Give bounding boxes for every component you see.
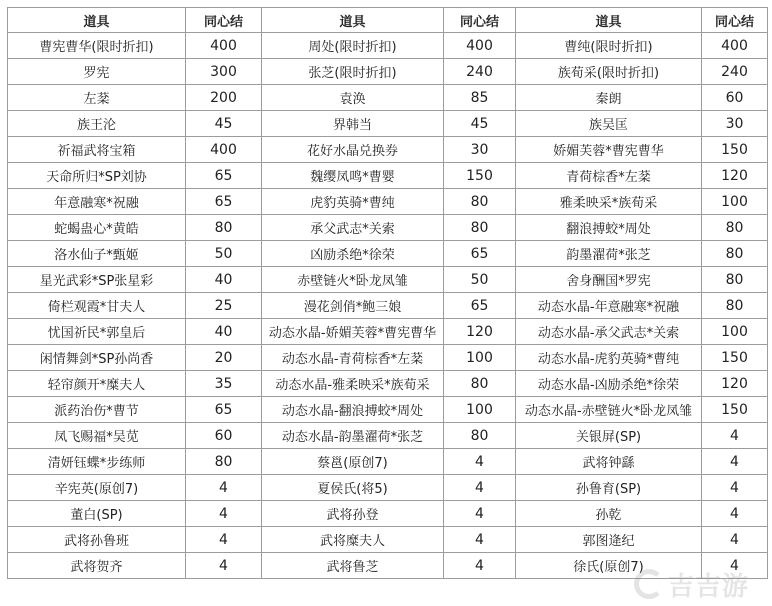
item-cost: 120 bbox=[444, 319, 516, 345]
watermark-text: 吉吉游 bbox=[668, 571, 750, 602]
item-cost: 120 bbox=[702, 163, 768, 189]
item-name: 天命所归*SP刘协 bbox=[8, 163, 186, 189]
item-cost: 100 bbox=[702, 189, 768, 215]
item-name: 动态水晶-承父武志*关索 bbox=[516, 319, 702, 345]
item-cost: 80 bbox=[702, 293, 768, 319]
item-name: 动态水晶-青荷棕香*左棻 bbox=[262, 345, 444, 371]
item-cost: 80 bbox=[444, 423, 516, 449]
item-name: 曹纯(限时折扣) bbox=[516, 33, 702, 59]
header-item-2: 道具 bbox=[262, 8, 444, 33]
item-cost: 4 bbox=[186, 475, 262, 501]
item-name: 青荷棕香*左棻 bbox=[516, 163, 702, 189]
item-cost: 30 bbox=[702, 111, 768, 137]
item-cost: 25 bbox=[186, 293, 262, 319]
item-name: 虎豹英骑*曹纯 bbox=[262, 189, 444, 215]
item-name: 曹宪曹华(限时折扣) bbox=[8, 33, 186, 59]
item-cost: 100 bbox=[444, 397, 516, 423]
item-cost: 120 bbox=[702, 371, 768, 397]
item-name: 星光武彩*SP张星彩 bbox=[8, 267, 186, 293]
item-cost: 400 bbox=[186, 137, 262, 163]
table-row bbox=[8, 293, 768, 319]
item-cost: 150 bbox=[702, 397, 768, 423]
header-item-1: 道具 bbox=[8, 8, 186, 33]
item-cost: 4 bbox=[702, 553, 768, 579]
item-name: 承父武志*关索 bbox=[262, 215, 444, 241]
item-name: 动态水晶-虎豹英骑*曹纯 bbox=[516, 345, 702, 371]
item-name: 武将孙登 bbox=[262, 501, 444, 527]
item-name: 魏缨凤鸣*曹婴 bbox=[262, 163, 444, 189]
header-row bbox=[8, 8, 768, 33]
table-row bbox=[8, 111, 768, 137]
item-name: 动态水晶-翻浪搏蛟*周处 bbox=[262, 397, 444, 423]
item-cost: 300 bbox=[186, 59, 262, 85]
item-name: 洛水仙子*甄姬 bbox=[8, 241, 186, 267]
item-cost: 50 bbox=[186, 241, 262, 267]
table-body bbox=[8, 33, 768, 579]
item-name: 动态水晶-年意融寒*祝融 bbox=[516, 293, 702, 319]
header-item-3: 道具 bbox=[516, 8, 702, 33]
item-cost: 4 bbox=[186, 553, 262, 579]
item-name: 张芝(限时折扣) bbox=[262, 59, 444, 85]
item-cost: 4 bbox=[444, 501, 516, 527]
item-name: 辛宪英(原创7) bbox=[8, 475, 186, 501]
item-name: 郭图逄纪 bbox=[516, 527, 702, 553]
item-cost: 30 bbox=[444, 137, 516, 163]
item-name: 族荀采(限时折扣) bbox=[516, 59, 702, 85]
item-cost: 80 bbox=[702, 267, 768, 293]
item-name: 雅柔映采*族荀采 bbox=[516, 189, 702, 215]
item-cost: 80 bbox=[702, 215, 768, 241]
item-cost: 4 bbox=[702, 423, 768, 449]
table-row bbox=[8, 423, 768, 449]
item-cost: 400 bbox=[444, 33, 516, 59]
item-cost: 65 bbox=[186, 189, 262, 215]
item-name: 族王沦 bbox=[8, 111, 186, 137]
item-cost: 45 bbox=[444, 111, 516, 137]
item-name: 翻浪搏蛟*周处 bbox=[516, 215, 702, 241]
table-row bbox=[8, 501, 768, 527]
item-name: 袁涣 bbox=[262, 85, 444, 111]
table-row bbox=[8, 397, 768, 423]
item-cost: 4 bbox=[444, 475, 516, 501]
item-cost: 80 bbox=[444, 189, 516, 215]
item-cost: 40 bbox=[186, 267, 262, 293]
item-name: 祈福武将宝箱 bbox=[8, 137, 186, 163]
item-cost: 4 bbox=[444, 449, 516, 475]
item-name: 忧国祈民*郭皇后 bbox=[8, 319, 186, 345]
item-cost: 4 bbox=[702, 475, 768, 501]
table-row bbox=[8, 163, 768, 189]
item-cost: 4 bbox=[702, 527, 768, 553]
table-row bbox=[8, 33, 768, 59]
table-row bbox=[8, 85, 768, 111]
item-cost: 40 bbox=[186, 319, 262, 345]
item-cost: 35 bbox=[186, 371, 262, 397]
header-cost-2: 同心结 bbox=[444, 8, 516, 33]
table-row bbox=[8, 189, 768, 215]
item-name: 蔡邕(原创7) bbox=[262, 449, 444, 475]
item-name: 孙乾 bbox=[516, 501, 702, 527]
item-cost: 65 bbox=[186, 397, 262, 423]
item-name: 动态水晶-韵墨濯荷*张芝 bbox=[262, 423, 444, 449]
item-cost: 100 bbox=[702, 319, 768, 345]
item-cost: 45 bbox=[186, 111, 262, 137]
header-cost-3: 同心结 bbox=[702, 8, 768, 33]
item-name: 赤壁链火*卧龙凤雏 bbox=[262, 267, 444, 293]
header-cost-1: 同心结 bbox=[186, 8, 262, 33]
table-row bbox=[8, 137, 768, 163]
item-cost: 150 bbox=[444, 163, 516, 189]
item-name: 武将钟繇 bbox=[516, 449, 702, 475]
item-name: 动态水晶-雅柔映采*族荀采 bbox=[262, 371, 444, 397]
item-cost: 200 bbox=[186, 85, 262, 111]
item-name: 凤飞赐福*吴苋 bbox=[8, 423, 186, 449]
item-cost: 80 bbox=[444, 371, 516, 397]
item-name: 凶励杀绝*徐荣 bbox=[262, 241, 444, 267]
table-row bbox=[8, 345, 768, 371]
table-row bbox=[8, 319, 768, 345]
item-cost: 65 bbox=[186, 163, 262, 189]
item-name: 动态水晶-凶励杀绝*徐荣 bbox=[516, 371, 702, 397]
item-name: 闲情舞剑*SP孙尚香 bbox=[8, 345, 186, 371]
item-name: 族吴匡 bbox=[516, 111, 702, 137]
item-name: 左棻 bbox=[8, 85, 186, 111]
item-cost: 4 bbox=[186, 501, 262, 527]
item-cost: 80 bbox=[186, 215, 262, 241]
item-cost: 4 bbox=[702, 449, 768, 475]
item-name: 动态水晶-赤壁链火*卧龙凤雏 bbox=[516, 397, 702, 423]
item-name: 年意融寒*祝融 bbox=[8, 189, 186, 215]
item-cost: 240 bbox=[702, 59, 768, 85]
item-cost: 60 bbox=[186, 423, 262, 449]
item-cost: 65 bbox=[444, 241, 516, 267]
table-row bbox=[8, 267, 768, 293]
item-name: 蛇蝎蛊心*黄皓 bbox=[8, 215, 186, 241]
item-name: 武将鲁芝 bbox=[262, 553, 444, 579]
item-cost: 20 bbox=[186, 345, 262, 371]
item-name: 派药治伤*曹节 bbox=[8, 397, 186, 423]
item-name: 罗宪 bbox=[8, 59, 186, 85]
item-cost: 150 bbox=[702, 137, 768, 163]
item-name: 武将糜夫人 bbox=[262, 527, 444, 553]
item-cost: 4 bbox=[444, 553, 516, 579]
item-cost: 65 bbox=[444, 293, 516, 319]
table-row bbox=[8, 215, 768, 241]
item-cost: 80 bbox=[702, 241, 768, 267]
item-cost: 400 bbox=[186, 33, 262, 59]
item-name: 轻帘颜开*糜夫人 bbox=[8, 371, 186, 397]
table-row bbox=[8, 475, 768, 501]
item-name: 动态水晶-娇媚芙蓉*曹宪曹华 bbox=[262, 319, 444, 345]
item-cost: 240 bbox=[444, 59, 516, 85]
item-name: 周处(限时折扣) bbox=[262, 33, 444, 59]
item-cost: 100 bbox=[444, 345, 516, 371]
item-name: 武将孙鲁班 bbox=[8, 527, 186, 553]
item-cost: 4 bbox=[702, 501, 768, 527]
item-cost: 400 bbox=[702, 33, 768, 59]
item-name: 夏侯氏(将5) bbox=[262, 475, 444, 501]
item-cost: 4 bbox=[444, 527, 516, 553]
item-name: 关银屏(SP) bbox=[516, 423, 702, 449]
item-name: 花好水晶兑换券 bbox=[262, 137, 444, 163]
item-name: 武将贺齐 bbox=[8, 553, 186, 579]
item-cost: 150 bbox=[702, 345, 768, 371]
item-name: 秦朗 bbox=[516, 85, 702, 111]
table-row bbox=[8, 59, 768, 85]
table-row bbox=[8, 527, 768, 553]
item-cost: 50 bbox=[444, 267, 516, 293]
table-row bbox=[8, 241, 768, 267]
item-cost: 80 bbox=[444, 215, 516, 241]
item-name: 倚栏观霞*甘夫人 bbox=[8, 293, 186, 319]
item-name: 清妍钰蝶*步练师 bbox=[8, 449, 186, 475]
item-cost: 85 bbox=[444, 85, 516, 111]
exchange-table bbox=[7, 7, 768, 579]
table-row bbox=[8, 371, 768, 397]
item-name: 娇媚芙蓉*曹宪曹华 bbox=[516, 137, 702, 163]
item-cost: 60 bbox=[702, 85, 768, 111]
table-row bbox=[8, 449, 768, 475]
item-name: 韵墨濯荷*张芝 bbox=[516, 241, 702, 267]
table-row bbox=[8, 553, 768, 579]
item-name: 徐氏(原创7) bbox=[516, 553, 702, 579]
item-cost: 80 bbox=[186, 449, 262, 475]
item-name: 舍身酬国*罗宪 bbox=[516, 267, 702, 293]
exchange-table-container bbox=[7, 7, 768, 579]
item-name: 孙鲁育(SP) bbox=[516, 475, 702, 501]
item-cost: 4 bbox=[186, 527, 262, 553]
item-name: 董白(SP) bbox=[8, 501, 186, 527]
item-name: 漫花剑俏*鲍三娘 bbox=[262, 293, 444, 319]
item-name: 界韩当 bbox=[262, 111, 444, 137]
